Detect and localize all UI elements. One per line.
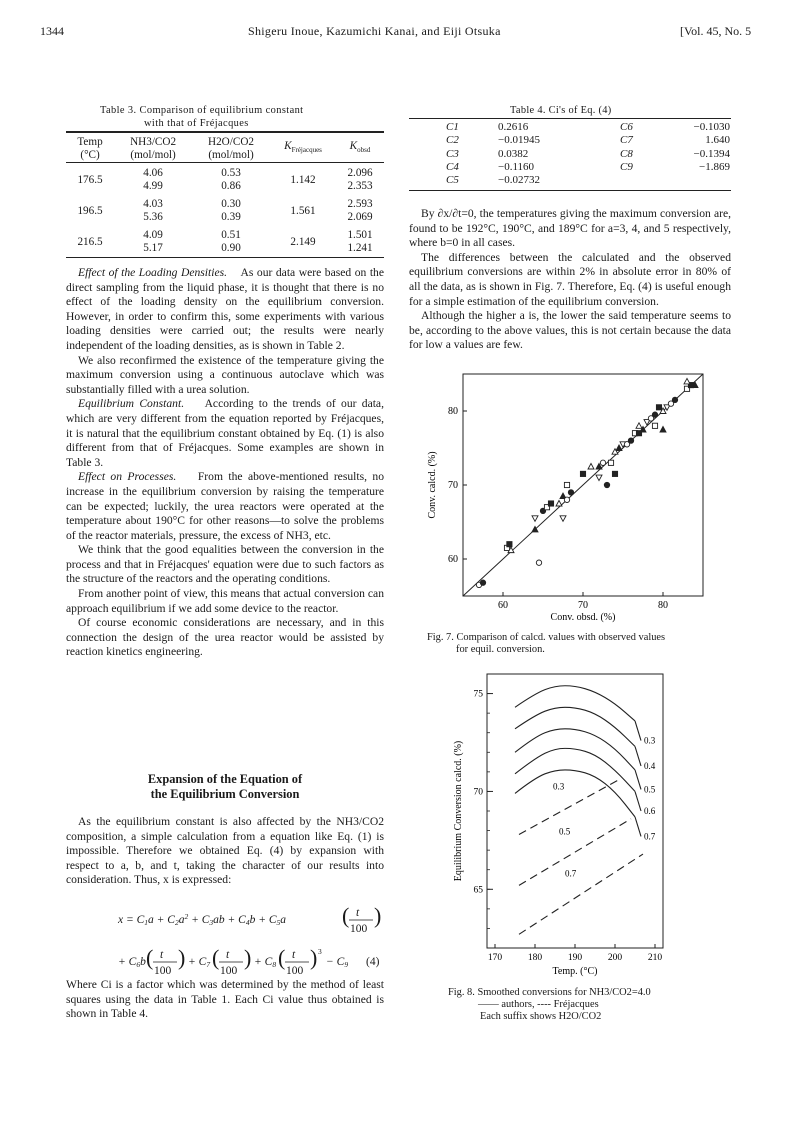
fig7-data-point <box>564 482 569 487</box>
equation-number: (4) <box>366 956 380 968</box>
fig7-caption-line1: Fig. 7. Comparison of calcd. values with observed values <box>427 632 666 643</box>
equation-paren: ( <box>146 945 154 970</box>
table3-cell: 5.36 <box>143 211 163 223</box>
table3-header-nh3: NH3/CO2 <box>130 136 177 148</box>
table4-cell-c2: C7 <box>620 134 633 147</box>
equation-paren: ( <box>342 906 350 928</box>
fig7-x-tick-label: 60 <box>498 600 508 611</box>
fig7-data-point <box>616 445 622 451</box>
fig8-y-tick-label: 65 <box>473 885 483 896</box>
equation-frac-t: t <box>160 949 164 961</box>
table3-header-h2o: H2O/CO2 <box>208 136 254 148</box>
table3-cell: 4.03 <box>143 198 163 210</box>
fig7-data-point <box>596 475 602 481</box>
equation-frac-100: 100 <box>350 923 368 935</box>
table3-cell: 1.561 <box>290 204 316 217</box>
fig8-x-tick-label: 210 <box>647 953 663 963</box>
equation-paren: ( <box>278 945 286 970</box>
fig7-y-tick-label: 80 <box>448 406 458 417</box>
table3-header-kobsd-sub: obsd <box>357 146 371 155</box>
equation-frac-t: t <box>356 907 360 919</box>
equation-c7: + C7 <box>188 956 211 969</box>
table-row <box>440 161 730 174</box>
table4-bottom-rule <box>409 190 731 191</box>
paragraph-partial-derivative: By ∂x/∂t=0, the temperatures giving the maximum conversion are, found to be 192°C, 190°C, and 189°C for a=3, 4, and 5 respectively, where b=0 in all cases. <box>409 207 731 250</box>
page-number: 1344 <box>40 24 64 38</box>
fig7-data-point <box>556 501 562 507</box>
fig8-series-label: 0.3 <box>644 735 656 746</box>
table3-cell: 0.86 <box>221 180 241 192</box>
equation-frac-100: 100 <box>286 965 304 977</box>
table4-cell-v1: −0.01945 <box>498 134 540 147</box>
paragraph-heading: Effect on Processes. <box>78 470 177 484</box>
fig7-data-point <box>636 423 642 429</box>
fig7-data-point <box>608 460 613 465</box>
table4-cell-v2: −0.1030 <box>693 121 730 133</box>
table4-cell-v2 <box>666 174 730 187</box>
fig7-data-point <box>656 405 661 410</box>
fig7-data-point <box>580 471 585 476</box>
table4-cell-c2: C6 <box>620 121 633 133</box>
fig8-series-tail <box>635 746 641 766</box>
table4-top-rule <box>409 118 731 119</box>
table4-cell-c1: C3 <box>446 147 459 160</box>
equation-line1-part1: $x = C1a + C2a^2 + C3ab + C4b + C5a$ <box>118 912 287 927</box>
fig8-series-line <box>515 770 635 817</box>
table-row <box>66 229 384 255</box>
fig8-x-tick-label: 180 <box>527 953 543 963</box>
table4-cell-c1: C1 <box>446 121 459 133</box>
table3-cell: 2.149 <box>290 235 316 248</box>
fig7-data-point <box>536 560 541 565</box>
paragraph-equilibrium-constant <box>66 397 384 470</box>
table-row <box>440 148 730 161</box>
equation-paren: ) <box>310 945 318 970</box>
equation-cube: 3 <box>318 947 322 956</box>
fig8-series-label: 0.6 <box>644 806 656 816</box>
fig8-y-tick-label: 75 <box>473 689 483 700</box>
fig7-x-axis-label: Conv. obsd. (%) <box>550 612 616 623</box>
table4-cell-v1: 0.0382 <box>498 147 529 160</box>
table4-caption: Table 4. Ci's of Eq. (4) <box>510 105 612 116</box>
fig8-series-tail <box>635 791 641 811</box>
table3-caption-line2: with that of Fréjacques <box>144 118 249 129</box>
paragraph-higher-a: Although the higher a is, the lower the said temperature seems to be, according to the above values, this is not certain because the data for low a values are few. <box>409 309 731 352</box>
table3-cell: 2.069 <box>347 211 373 223</box>
table4-cell-c1: C2 <box>446 134 459 147</box>
expansion-text <box>66 815 384 888</box>
table3-header-kfrej: K <box>284 140 292 153</box>
table4 <box>440 121 730 187</box>
table-row <box>440 121 730 134</box>
section-title-line2: the Equilibrium Conversion <box>150 787 300 801</box>
fig7-x-tick-label: 70 <box>578 600 588 611</box>
left-column <box>66 266 384 660</box>
table3-cell: 1.241 <box>347 242 373 254</box>
table3-cell: 4.06 <box>143 167 163 179</box>
table4-cell-v2: −0.1394 <box>693 147 730 160</box>
fig8-y-axis-label: Equilibrium Conversion calcd. (%) <box>453 740 464 882</box>
table4-cell-v1: −0.1160 <box>498 160 535 173</box>
fig8-y-tick-label: 70 <box>473 787 483 798</box>
fig7-caption-line2: for equil. conversion. <box>456 644 545 655</box>
fig7-y-axis-label: Conv. calcd. (%) <box>427 451 438 519</box>
table3-cell: 4.09 <box>143 229 163 241</box>
fig7-data-point <box>560 516 566 522</box>
fig7-data-point <box>628 438 633 443</box>
fig8-series-label: 0.5 <box>644 784 656 795</box>
paragraph-heading: Effect of the Loading Densities. <box>78 266 228 279</box>
table3-header-row <box>66 136 384 163</box>
fig7-data-point <box>507 542 512 547</box>
paragraph-processes <box>66 470 384 543</box>
paragraph-where: Where Ci is a factor which was determined by the method of least squares using the data in Table 1. Each Ci value thus obtained is shown in Table 4. <box>66 978 384 1021</box>
fig8-series-label: 0.7 <box>644 831 656 842</box>
table3-caption-line1: Table 3. Comparison of equilibrium constant <box>100 105 304 116</box>
equation-c9: − C9 <box>326 956 349 969</box>
table4-cell-v1: −0.02732 <box>498 174 540 187</box>
table4-cell-c2: C9 <box>620 160 633 173</box>
equation-paren: ) <box>178 945 186 970</box>
fig8-series-label: 0.3 <box>553 781 565 792</box>
table3-cell: 1.501 <box>347 229 373 241</box>
table3-header-kobsd: K <box>349 140 358 153</box>
running-header-authors: Shigeru Inoue, Kazumichi Kanai, and Eiji Otsuka <box>248 24 501 38</box>
fig7-data-point <box>480 580 485 585</box>
paragraph-text: As our data were based on the direct sampling from the liquid phase, it is thought that there is no effect of the loading density on the equilibrium conversion. However, in order to confirm this, some experiments with various loading densities were carried out; the results were nearly independent of the loading densities, as is shown in Table 2. <box>66 266 384 352</box>
table3-header-temp-unit: (°C) <box>80 149 100 161</box>
table3-cell: 2.593 <box>347 198 373 210</box>
table3-header-h2o-unit: (mol/mol) <box>208 149 254 161</box>
table4-cell-v2: 1.640 <box>705 134 730 147</box>
fig8-series-line <box>519 854 643 934</box>
section-title-line1: Expansion of the Equation of <box>147 772 303 786</box>
fig8-x-tick-label: 170 <box>487 953 503 963</box>
table3-cell: 4.99 <box>143 180 163 192</box>
table3-cell: 0.51 <box>221 229 241 241</box>
fig8-series-label: 0.7 <box>565 868 577 879</box>
fig8-series-tail <box>635 770 641 790</box>
fig8-series-line <box>515 686 635 721</box>
fig8-series-label: 0.4 <box>644 760 656 771</box>
fig8-x-axis-label: Temp. (°C) <box>552 966 598 977</box>
fig8-plot-frame <box>487 674 663 948</box>
paragraph-viewpoint: From another point of view, this means that actual conversion can approach equilibrium if we add some device to the reactor. <box>66 587 384 615</box>
equation-paren: ( <box>212 945 220 970</box>
table3-cell: 0.39 <box>221 211 241 223</box>
equation-4 <box>66 906 384 982</box>
section-title <box>66 772 384 802</box>
equation-frac-100: 100 <box>154 965 172 977</box>
table3 <box>66 136 384 258</box>
fig8-series-label: 0.5 <box>559 826 571 837</box>
right-column <box>409 207 731 353</box>
table4-cell-c1: C5 <box>446 174 459 187</box>
fig8-series-line <box>515 707 635 746</box>
table3-cell-temp: 176.5 <box>77 173 103 186</box>
table-row <box>440 174 730 187</box>
fig7-data-point <box>672 397 677 402</box>
fig7-x-tick-label: 80 <box>658 600 668 611</box>
table3-cell: 5.17 <box>143 242 163 254</box>
fig8-x-tick-label: 190 <box>567 953 583 963</box>
paragraph-temperature: We also reconfirmed the existence of the temperature giving the maximum conversion using a continuous autoclave which was substantially filled with a urea solution. <box>66 353 384 396</box>
paragraph-differences: The differences between the calculated and the observed equilibrium conversions are within 2% in absolute error in 80% of all the data, as is shown in Fig. 7. Therefore, Eq. (4) is useful enough for a simple estimation of the equilibrium conversion. <box>409 250 731 308</box>
paragraph-text: According to the trends of our data, which are very different from the equation reported by Fréjacques, it is natural that the equilibrium constant obtained by Eq. (1) is also different from that of Fréjacques. Some examples are shown in Table 3. <box>66 397 384 469</box>
table-row <box>66 198 384 224</box>
paragraph-heading: Equilibrium Constant. <box>78 397 185 411</box>
fig7-data-point <box>588 464 594 470</box>
fig8-series-line <box>515 748 635 791</box>
equation-frac-t: t <box>292 949 296 961</box>
running-header-volume: [Vol. 45, No. 5 <box>680 24 752 38</box>
fig8-chart <box>409 668 731 980</box>
fig8-caption-line2: —— authors, ---- Fréjacques <box>478 999 599 1010</box>
fig8-caption-line1: Fig. 8. Smoothed conversions for NH3/CO2=4.0 <box>448 987 651 998</box>
table-row <box>440 134 730 147</box>
paragraph-economic: Of course economic considerations are necessary, and in this connection the design of the urea reactor would be assisted by reaction kinetics engineering. <box>66 616 384 659</box>
table3-cell: 0.53 <box>221 167 241 179</box>
paragraph-expansion: As the equilibrium constant is also affected by the NH3/CO2 composition, a simple calculation from a equation like Eq. (1) is impossible. Therefore we obtained Eq. (4) by expansion with respect to a, b, and t, taking the character of our results into consideration. Thus, x is expressed: <box>66 815 384 887</box>
table3-cell: 1.142 <box>290 173 316 186</box>
table4-cell-c2 <box>614 174 666 187</box>
equation-line2-part1: + C6b <box>118 956 146 969</box>
fig7-data-point <box>660 427 666 433</box>
table4-cell-v1: 0.2616 <box>498 121 529 133</box>
table4-body <box>440 121 730 187</box>
equation-frac-100: 100 <box>220 965 238 977</box>
table4-cell-c1: C4 <box>446 160 459 173</box>
fig7-data-point <box>652 412 657 417</box>
fig7-y-tick-label: 70 <box>448 480 458 491</box>
table-row <box>66 167 384 193</box>
fig7-chart <box>409 366 731 628</box>
table3-cell-temp: 216.5 <box>77 235 103 248</box>
table3-cell-temp: 196.5 <box>77 204 103 217</box>
fig7-data-point <box>568 490 573 495</box>
fig8-caption-line3: Each suffix shows H2O/CO2 <box>480 1011 602 1022</box>
equation-paren: ) <box>374 906 382 928</box>
table3-header-temp: Temp <box>77 136 103 148</box>
fig7-data-point <box>564 497 569 502</box>
table3-top-rule-2 <box>66 132 384 133</box>
table4-cell-v2: −1.869 <box>699 160 730 173</box>
fig8-series-tail <box>635 721 641 741</box>
paragraph-equalities: We think that the good equalities between the conversion in the process and that in Fréjacques' equation were due to such factors as the structure of the reactors and the operating conditions. <box>66 543 384 586</box>
equation-paren: ) <box>244 945 252 970</box>
fig7-data-point <box>548 501 553 506</box>
fig7-data-point <box>604 482 609 487</box>
equation-frac-t: t <box>226 949 230 961</box>
table3-cell: 0.90 <box>221 242 241 254</box>
fig8-x-tick-label: 200 <box>607 953 623 963</box>
fig7-data-point <box>684 378 690 384</box>
fig7-y-tick-label: 60 <box>448 554 458 565</box>
table3-header-kfrej-sub: Fréjacques <box>291 146 322 155</box>
fig7-data-point <box>600 460 605 465</box>
table4-cell-c2: C8 <box>620 147 633 160</box>
fig7-data-point <box>652 423 657 428</box>
table3-header-nh3-unit: (mol/mol) <box>130 149 176 161</box>
fig8-series-tail <box>635 817 641 837</box>
table3-cell: 0.30 <box>221 198 241 210</box>
fig7-data-point <box>532 516 538 522</box>
fig7-data-point <box>612 471 617 476</box>
table3-cell: 2.096 <box>347 167 373 179</box>
where-text <box>66 978 384 1022</box>
table3-cell: 2.353 <box>347 180 373 192</box>
paragraph-loading-density <box>66 266 384 354</box>
paragraph-text: From the above-mentioned results, no increase in the equilibrium conversion by raising the temperature can be expected; luckily, the urea reactors were operated at the temperature about 190°C for other reasons—to solve the problems of the reactor materials, pressure, the excess of NH3, etc. <box>66 470 384 542</box>
equation-c8: + C8 <box>254 956 277 969</box>
